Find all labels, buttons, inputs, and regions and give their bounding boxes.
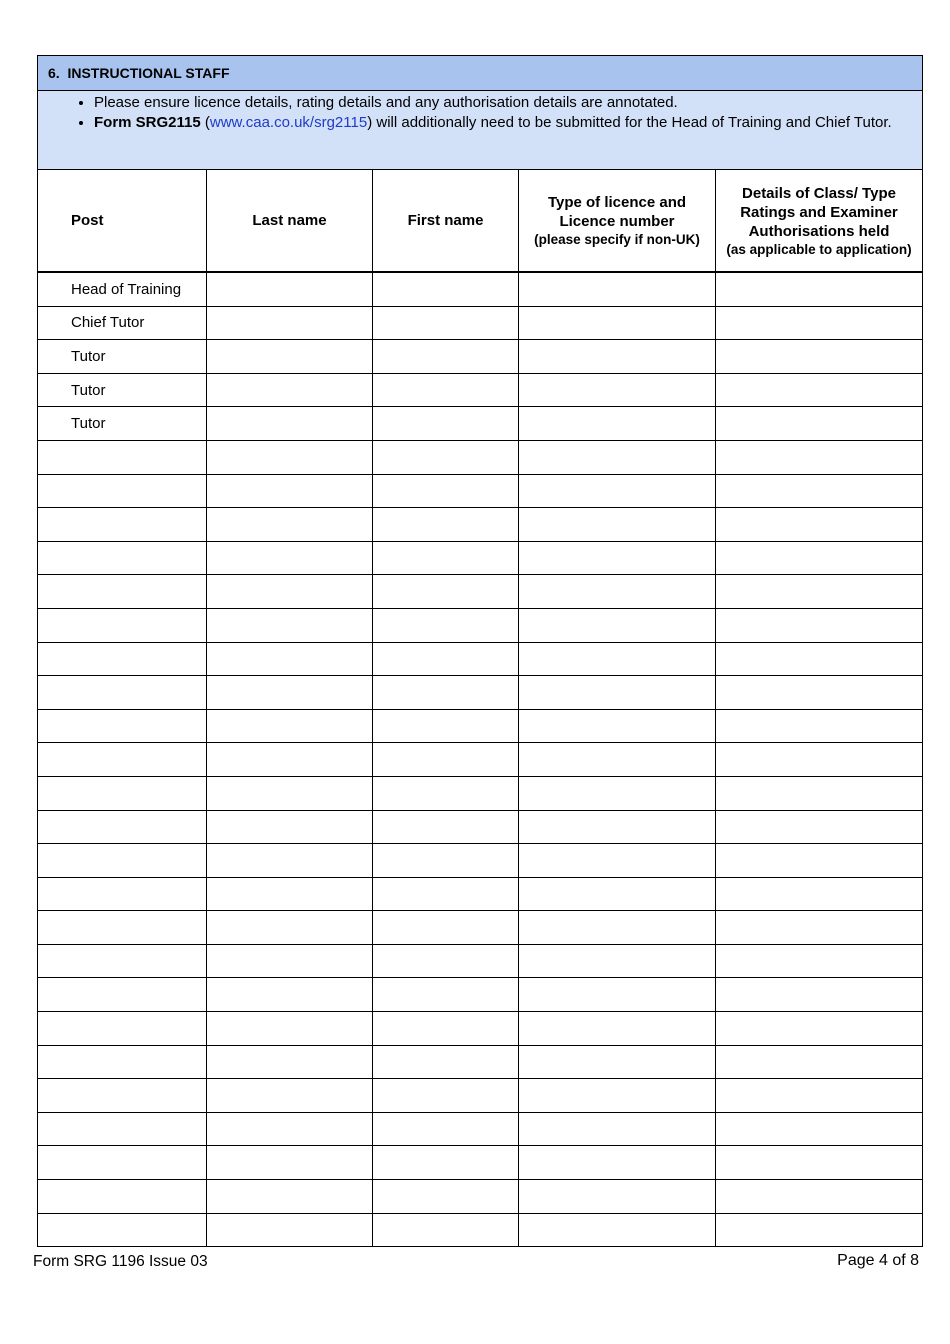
post-cell[interactable] — [38, 440, 207, 474]
table-row — [38, 440, 923, 474]
post-cell[interactable] — [38, 508, 207, 542]
table-row — [38, 642, 923, 676]
table-row — [38, 1146, 923, 1180]
post-cell[interactable] — [38, 1146, 207, 1180]
ratings-cell[interactable] — [716, 1079, 923, 1113]
column-header-first-name: First name — [373, 170, 519, 273]
ratings-cell[interactable] — [716, 978, 923, 1012]
section-title: INSTRUCTIONAL STAFF — [67, 65, 230, 81]
licence-cell[interactable] — [519, 340, 716, 374]
first-name-cell[interactable] — [373, 1146, 519, 1180]
table-row — [38, 1213, 923, 1247]
licence-cell[interactable] — [519, 1180, 716, 1214]
licence-cell[interactable] — [519, 272, 716, 306]
first-name-cell[interactable] — [373, 440, 519, 474]
ratings-cell[interactable] — [716, 306, 923, 340]
post-cell: Tutor — [38, 373, 207, 407]
staff-rows — [38, 272, 923, 1247]
ratings-cell[interactable] — [716, 1146, 923, 1180]
table-row — [38, 1112, 923, 1146]
first-name-cell[interactable] — [373, 709, 519, 743]
note-licence-details: • Please ensure licence details, rating details and any authorisation details are annotated. — [94, 93, 912, 113]
table-row — [38, 944, 923, 978]
last-name-cell[interactable] — [207, 642, 373, 676]
first-name-cell[interactable] — [373, 1079, 519, 1113]
licence-cell[interactable] — [519, 508, 716, 542]
last-name-cell[interactable] — [207, 978, 373, 1012]
post-cell: Head of Training — [38, 272, 207, 306]
post-cell[interactable] — [38, 608, 207, 642]
licence-cell[interactable] — [519, 776, 716, 810]
table-row — [38, 743, 923, 777]
first-name-cell[interactable] — [373, 373, 519, 407]
post-cell[interactable] — [38, 474, 207, 508]
licence-cell[interactable] — [519, 944, 716, 978]
first-name-cell[interactable] — [373, 978, 519, 1012]
table-row — [38, 272, 923, 306]
first-name-cell[interactable] — [373, 474, 519, 508]
ratings-cell[interactable] — [716, 608, 923, 642]
licence-cell[interactable] — [519, 642, 716, 676]
last-name-cell[interactable] — [207, 608, 373, 642]
page-number: Page 4 of 8 — [837, 1252, 919, 1269]
ratings-cell[interactable] — [716, 272, 923, 306]
ratings-cell[interactable] — [716, 877, 923, 911]
licence-cell[interactable] — [519, 743, 716, 777]
table-row — [38, 1180, 923, 1214]
ratings-cell[interactable] — [716, 944, 923, 978]
post-cell: Chief Tutor — [38, 306, 207, 340]
ratings-cell[interactable] — [716, 440, 923, 474]
first-name-cell[interactable] — [373, 340, 519, 374]
post-cell: Tutor — [38, 407, 207, 441]
last-name-cell[interactable] — [207, 1180, 373, 1214]
licence-cell[interactable] — [519, 407, 716, 441]
licence-cell[interactable] — [519, 373, 716, 407]
first-name-cell[interactable] — [373, 877, 519, 911]
post-cell[interactable] — [38, 676, 207, 710]
ratings-cell[interactable] — [716, 1112, 923, 1146]
note-form-srg2115: • Form SRG2115 (www.caa.co.uk/srg2115) will additionally need to be submitted for the Head of Training and Chief Tutor. — [94, 113, 912, 133]
last-name-cell[interactable] — [207, 541, 373, 575]
last-name-cell[interactable] — [207, 373, 373, 407]
post-cell[interactable] — [38, 1079, 207, 1113]
post-cell[interactable] — [38, 944, 207, 978]
last-name-cell[interactable] — [207, 1112, 373, 1146]
last-name-cell[interactable] — [207, 844, 373, 878]
licence-cell[interactable] — [519, 709, 716, 743]
ratings-cell[interactable] — [716, 776, 923, 810]
column-headers — [38, 170, 923, 273]
last-name-cell[interactable] — [207, 743, 373, 777]
licence-cell[interactable] — [519, 810, 716, 844]
post-cell[interactable] — [38, 776, 207, 810]
section-header — [38, 56, 923, 91]
first-name-cell[interactable] — [373, 272, 519, 306]
first-name-cell[interactable] — [373, 944, 519, 978]
table-row — [38, 1045, 923, 1079]
last-name-cell[interactable] — [207, 440, 373, 474]
ratings-cell[interactable] — [716, 709, 923, 743]
first-name-cell[interactable] — [373, 1045, 519, 1079]
licence-cell[interactable] — [519, 440, 716, 474]
ratings-cell[interactable] — [716, 474, 923, 508]
table-row — [38, 575, 923, 609]
last-name-cell[interactable] — [207, 306, 373, 340]
table-row — [38, 776, 923, 810]
table-row — [38, 608, 923, 642]
table-row — [38, 407, 923, 441]
post-cell[interactable] — [38, 877, 207, 911]
ratings-cell[interactable] — [716, 407, 923, 441]
column-header-post: Post — [38, 170, 207, 273]
table-row — [38, 676, 923, 710]
form-identifier: Form SRG 1196 Issue 03 — [33, 1253, 208, 1270]
first-name-cell[interactable] — [373, 407, 519, 441]
table-row — [38, 810, 923, 844]
last-name-cell[interactable] — [207, 1079, 373, 1113]
table-row — [38, 709, 923, 743]
post-cell[interactable] — [38, 911, 207, 945]
post-cell[interactable] — [38, 541, 207, 575]
table-row — [38, 306, 923, 340]
ratings-cell[interactable] — [716, 743, 923, 777]
last-name-cell[interactable] — [207, 776, 373, 810]
ratings-cell[interactable] — [716, 508, 923, 542]
licence-cell[interactable] — [519, 911, 716, 945]
first-name-cell[interactable] — [373, 911, 519, 945]
licence-cell[interactable] — [519, 1146, 716, 1180]
post-cell: Tutor — [38, 340, 207, 374]
last-name-cell[interactable] — [207, 676, 373, 710]
first-name-cell[interactable] — [373, 508, 519, 542]
ratings-cell[interactable] — [716, 541, 923, 575]
licence-cell[interactable] — [519, 1045, 716, 1079]
table-row — [38, 508, 923, 542]
licence-cell[interactable] — [519, 1012, 716, 1046]
last-name-cell[interactable] — [207, 709, 373, 743]
last-name-cell[interactable] — [207, 911, 373, 945]
licence-cell[interactable] — [519, 1213, 716, 1247]
post-cell[interactable] — [38, 1112, 207, 1146]
first-name-cell[interactable] — [373, 810, 519, 844]
table-row — [38, 1079, 923, 1113]
first-name-cell[interactable] — [373, 676, 519, 710]
licence-cell[interactable] — [519, 541, 716, 575]
instructions-notes — [38, 91, 923, 170]
first-name-cell[interactable] — [373, 306, 519, 340]
post-cell[interactable] — [38, 978, 207, 1012]
first-name-cell[interactable] — [373, 1112, 519, 1146]
first-name-cell[interactable] — [373, 541, 519, 575]
table-row — [38, 340, 923, 374]
table-row — [38, 474, 923, 508]
first-name-cell[interactable] — [373, 844, 519, 878]
licence-cell[interactable] — [519, 306, 716, 340]
last-name-cell[interactable] — [207, 407, 373, 441]
licence-cell[interactable] — [519, 978, 716, 1012]
column-header-ratings: Details of Class/ Type Ratings and Examiner Authorisations held (as applicable to application) — [716, 170, 923, 273]
licence-cell[interactable] — [519, 1079, 716, 1113]
form-srg2115-label: Form SRG2115 — [94, 114, 201, 131]
column-header-last-name: Last name — [207, 170, 373, 273]
section-number: 6. — [48, 65, 60, 81]
srg2115-link[interactable]: www.caa.co.uk/srg2115 — [209, 114, 368, 131]
first-name-cell[interactable] — [373, 642, 519, 676]
table-row — [38, 911, 923, 945]
licence-cell[interactable] — [519, 608, 716, 642]
table-row — [38, 1012, 923, 1046]
post-cell[interactable] — [38, 1180, 207, 1214]
licence-cell[interactable] — [519, 575, 716, 609]
first-name-cell[interactable] — [373, 776, 519, 810]
table-row — [38, 877, 923, 911]
last-name-cell[interactable] — [207, 508, 373, 542]
first-name-cell[interactable] — [373, 1213, 519, 1247]
ratings-cell[interactable] — [716, 340, 923, 374]
licence-cell[interactable] — [519, 474, 716, 508]
last-name-cell[interactable] — [207, 1012, 373, 1046]
ratings-cell[interactable] — [716, 1045, 923, 1079]
last-name-cell[interactable] — [207, 1146, 373, 1180]
licence-cell[interactable] — [519, 877, 716, 911]
post-cell[interactable] — [38, 743, 207, 777]
post-cell[interactable] — [38, 1012, 207, 1046]
first-name-cell[interactable] — [373, 1012, 519, 1046]
first-name-cell[interactable] — [373, 608, 519, 642]
first-name-cell[interactable] — [373, 743, 519, 777]
instructional-staff-table — [37, 55, 923, 1247]
ratings-cell[interactable] — [716, 844, 923, 878]
last-name-cell[interactable] — [207, 474, 373, 508]
ratings-cell[interactable] — [716, 1180, 923, 1214]
table-row — [38, 373, 923, 407]
ratings-cell[interactable] — [716, 911, 923, 945]
post-cell[interactable] — [38, 844, 207, 878]
last-name-cell[interactable] — [207, 1045, 373, 1079]
first-name-cell[interactable] — [373, 575, 519, 609]
last-name-cell[interactable] — [207, 340, 373, 374]
ratings-cell[interactable] — [716, 676, 923, 710]
last-name-cell[interactable] — [207, 810, 373, 844]
post-cell[interactable] — [38, 575, 207, 609]
post-cell[interactable] — [38, 1045, 207, 1079]
post-cell[interactable] — [38, 642, 207, 676]
last-name-cell[interactable] — [207, 944, 373, 978]
ratings-cell[interactable] — [716, 373, 923, 407]
last-name-cell[interactable] — [207, 877, 373, 911]
post-cell[interactable] — [38, 810, 207, 844]
post-cell[interactable] — [38, 1213, 207, 1247]
table-row — [38, 978, 923, 1012]
ratings-cell[interactable] — [716, 1213, 923, 1247]
ratings-cell[interactable] — [716, 575, 923, 609]
ratings-cell[interactable] — [716, 1012, 923, 1046]
column-header-licence: Type of licence and Licence number (please specify if non-UK) — [519, 170, 716, 273]
post-cell[interactable] — [38, 709, 207, 743]
table-row — [38, 541, 923, 575]
last-name-cell[interactable] — [207, 272, 373, 306]
ratings-cell[interactable] — [716, 642, 923, 676]
licence-cell[interactable] — [519, 676, 716, 710]
licence-cell[interactable] — [519, 844, 716, 878]
table-row — [38, 844, 923, 878]
first-name-cell[interactable] — [373, 1180, 519, 1214]
ratings-cell[interactable] — [716, 810, 923, 844]
last-name-cell[interactable] — [207, 575, 373, 609]
licence-cell[interactable] — [519, 1112, 716, 1146]
last-name-cell[interactable] — [207, 1213, 373, 1247]
